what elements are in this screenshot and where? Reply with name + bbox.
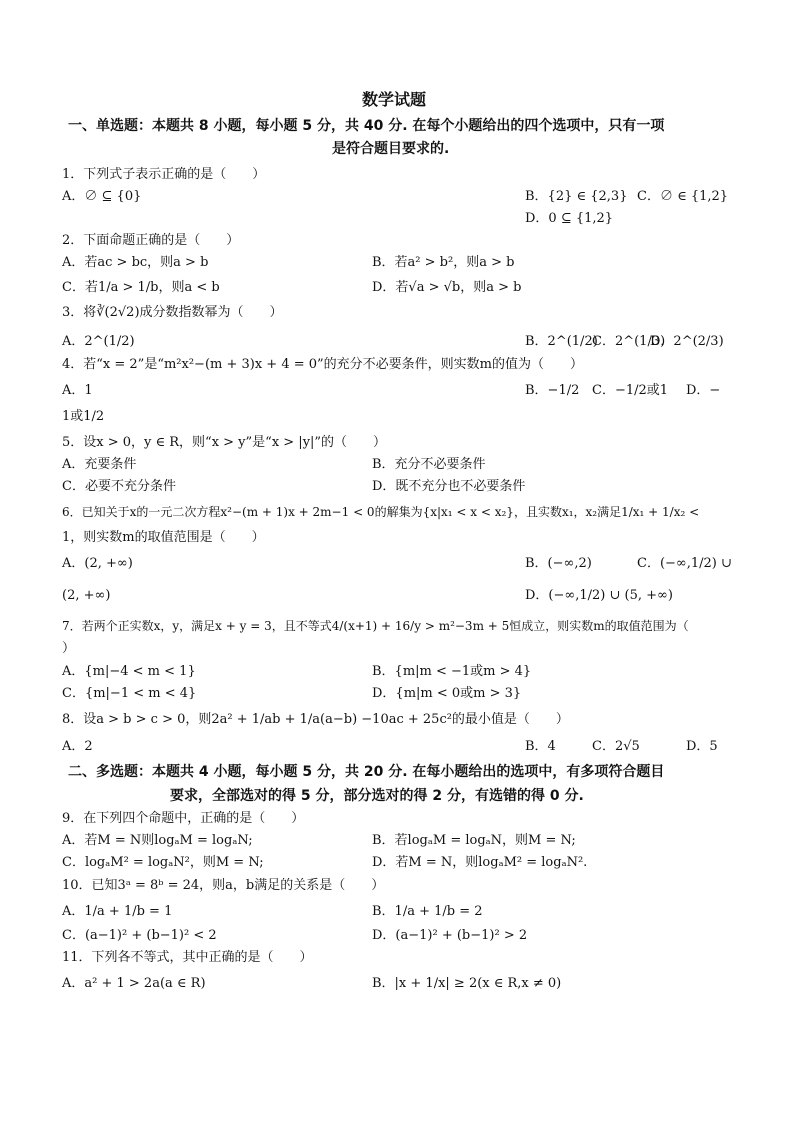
question-2-option-a: A．若ac > bc，则a > b [62,255,209,270]
question-9-option-a: A．若M = N则logₐM = logₐN; [62,833,253,848]
question-2-option-c: C．若1/a > 1/b，则a < b [62,280,220,295]
section-1-header: 一、单选题：本题共 8 小题，每小题 5 分，共 40 分. 在每个小题给出的四个选项中，只有一项 [68,118,665,134]
question-7-stem-cont: ） [62,641,76,656]
question-6-stem-cont: 1，则实数m的取值范围是（ ） [62,530,265,545]
question-1-option-c: C．∅ ∈ {1,2} [637,189,729,204]
question-6-stem: 6．已知关于x的一元二次方程x²−(m + 1)x + 2m−1 < 0的解集为{x|x₁ < x < x₂}，且实数x₁，x₂满足1/x₁ + 1/x₂ < [62,505,700,519]
question-10-option-b: B．1/a + 1/b = 2 [372,904,483,919]
question-3-option-a: A．2^(1/2) [62,334,135,349]
question-7-option-a: A．{m|−4 < m < 1} [62,664,196,679]
question-4-option-c: C．−1/2或1 [592,383,669,398]
question-2-option-b: B．若a² > b²，则a > b [372,255,515,270]
question-4-option-d-cont: 1或1/2 [62,409,105,424]
question-1-option-b: B．{2} ∈ {2,3} [525,189,628,204]
question-5-option-d: D．既不充分也不必要条件 [372,479,526,494]
question-3-option-d: D．2^(2/3) [650,334,724,349]
question-8-option-c: C．2√5 [592,739,640,754]
question-3-stem: 3．将∛(2√2)成分数指数幂为（ ） [62,305,283,320]
question-5-option-b: B．充分不必要条件 [372,457,486,472]
section-1-header-cont: 是符合题目要求的. [332,141,450,157]
question-8-option-d: D．5 [686,739,718,754]
question-3-option-c: C．2^(1/3) [592,334,666,349]
question-7-stem: 7．若两个正实数x，y，满足x + y = 3，且不等式4/(x+1) + 16/y > m²−3m + 5恒成立，则实数m的取值范围为（ [62,619,689,633]
question-6-option-d: D．(−∞,1/2) ∪ (5, +∞) [525,588,673,603]
question-4-stem: 4．若“x = 2”是“m²x²−(m + 3)x + 4 = 0”的充分不必要条件，则实数m的值为（ ） [62,357,584,372]
question-9-option-b: B．若logₐM = logₐN，则M = N; [372,833,576,848]
question-5-stem: 5．设x > 0，y ∈ R，则“x > y”是“x > |y|”的（ ） [62,435,387,450]
question-6-option-a: A．(2, +∞) [62,556,133,571]
question-1-option-d: D．0 ⊆ {1,2} [525,211,614,226]
question-4-option-a: A．1 [62,383,93,398]
question-9-option-d: D．若M = N，则logₐM² = logₐN². [372,855,588,870]
question-9-stem: 9．在下列四个命题中，正确的是（ ） [62,811,305,826]
question-3-option-b: B．2^(1/2) [525,334,598,349]
question-8-stem: 8．设a > b > c > 0，则2a² + 1/ab + 1/a(a−b) −10ac + 25c²的最小值是（ ） [62,712,569,727]
question-10-option-c: C．(a−1)² + (b−1)² < 2 [62,928,217,943]
page-title: 数学试题 [362,90,427,109]
question-2-stem: 2．下面命题正确的是（ ） [62,233,240,248]
question-4-option-d: D．− [686,383,721,398]
question-4-option-b: B．−1/2 [525,383,580,398]
question-5-option-c: C．必要不充分条件 [62,479,176,494]
question-6-option-c: C．(−∞,1/2) ∪ [637,556,732,571]
question-8-option-a: A．2 [62,739,93,754]
question-5-option-a: A．充要条件 [62,457,137,472]
question-7-option-c: C．{m|−1 < m < 4} [62,686,197,701]
question-11-stem: 11．下列各不等式，其中正确的是（ ） [62,950,313,965]
question-10-option-d: D．(a−1)² + (b−1)² > 2 [372,928,528,943]
question-8-option-b: B．4 [525,739,556,754]
question-11-option-b: B．|x + 1/x| ≥ 2(x ∈ R,x ≠ 0) [372,976,562,991]
question-1-option-a: A．∅ ⊆ {0} [62,189,142,204]
question-10-option-a: A．1/a + 1/b = 1 [62,904,173,919]
question-2-option-d: D．若√a > √b，则a > b [372,280,522,295]
question-1-stem: 1．下列式子表示正确的是（ ） [62,167,266,182]
question-10-stem: 10．已知3ᵃ = 8ᵇ = 24，则a，b满足的关系是（ ） [62,878,385,893]
question-7-option-b: B．{m|m < −1或m > 4} [372,664,532,679]
section-2-header: 二、多选题：本题共 4 小题，每小题 5 分，共 20 分. 在每小题给出的选项中，有多项符合题目 [68,764,665,780]
section-2-header-cont: 要求，全部选对的得 5 分，部分选对的得 2 分，有选错的得 0 分. [170,788,584,804]
question-9-option-c: C．logₐM² = logₐN²，则M = N; [62,855,264,870]
question-6-option-b: B．(−∞,2) [525,556,592,571]
question-6-option-c-cont: (2, +∞) [62,588,111,603]
question-11-option-a: A．a² + 1 > 2a(a ∈ R) [62,976,206,991]
question-7-option-d: D．{m|m < 0或m > 3} [372,686,522,701]
